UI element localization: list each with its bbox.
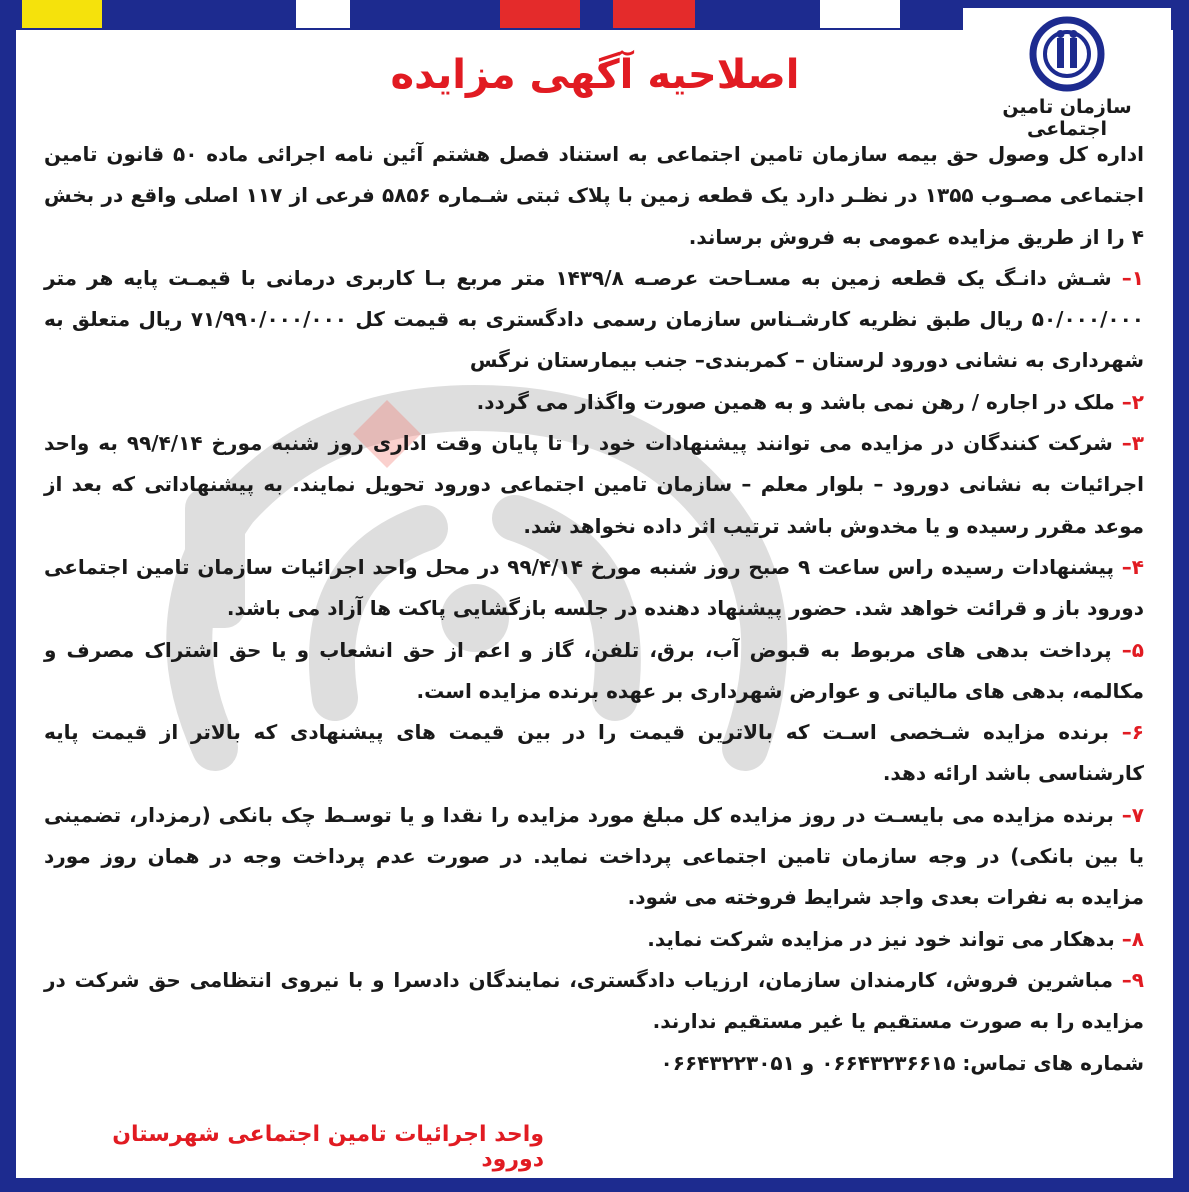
item-text: بدهکار می تواند خود نیز در مزایده شرکت نماید. [647,926,1122,951]
contact-numbers: شماره های تماس: ۰۶۶۴۳۲۳۶۶۱۵ و ۰۶۶۴۳۲۲۳۰۵۱ [660,1050,1144,1075]
red-stripe [613,0,695,28]
item-number: ۱– [1121,265,1144,290]
list-item [44,423,1144,547]
white-stripe [820,0,900,28]
item-text: مباشرین فروش، کارمندان سازمان، ارزیاب دادگستری، نمایندگان دادسرا و با نیروی انتظامی حق شرکت در مزایده را به صورت مستقیم یا غیر مستقیم ندارند. [44,967,1144,1034]
list-item [44,382,1144,423]
footer-signature: واحد اجرائیات تامین اجتماعی شهرستان دورود [112,1122,544,1172]
item-number: ۵– [1121,637,1144,662]
social-security-logo-icon [1029,16,1105,92]
list-item [44,712,1144,795]
yellow-stripe [22,0,102,28]
list-item [44,960,1144,1043]
item-text: پیشنهادات رسیده راس ساعت ۹ صبح روز شنبه مورخ ۹۹/۴/۱۴ در محل واحد اجرائیات سازمان تامین اجتماعی دورود باز و قرائت خواهد شد. حضور پیشنهاد دهنده در جلسه بازگشایی پاکت ها آزاد می باشد. [44,554,1144,621]
white-stripe [296,0,350,28]
org-logo [963,8,1171,140]
list-item [44,919,1144,960]
item-number: ۴– [1121,554,1144,579]
red-stripe [500,0,580,28]
item-number: ۸– [1121,926,1144,951]
item-number: ۷– [1121,802,1144,827]
list-item [44,258,1144,382]
item-text: پرداخت بدهی های مربوط به قبوض آب، برق، تلفن، گاز و اعم از حق انشعاب و یا حق اشتراک مصرف و مکالمه، بدهی های مالیاتی و عوارض شهرداری بر عهده برنده مزایده است. [44,637,1144,703]
item-text: شـش دانـگ یک قطعه زمین به مسـاحت عرصـه ۱۴۳۹/۸ متر مربع بـا کاربری درمانی با قیمـت پایه هر متر ۵۰/۰۰۰/۰۰۰ ریال طبق نظریه کارشـناس سازمان رسمی دادگستری به قیمت کل ۷۱/۹۹۰/۰۰۰/۰۰۰ ریال متعلق به شهرداری به نشانی دورود لرستان – کمربندی– جنب بیمارستان نرگس [44,265,1145,373]
list-item [44,630,1144,713]
page-title: اصلاحیه آگهی مزایده [390,52,800,98]
item-text: شرکت کنندگان در مزایده می توانند پیشنهادات خود را تا پایان وقت اداری روز شنبه مورخ ۹۹/۴/۱۴ به واحد اجرائیات به نشانی دورود – بلوار معلم – سازمان تامین اجتماعی دورود تحویل نمایند. به پیشنهاداتی که بعد از موعد مقرر رسیده و یا مخدوش باشد ترتیب اثر داده نخواهد شد. [44,431,1144,538]
org-name: سازمان تامین اجتماعی [1002,96,1132,140]
item-number: ۲– [1121,389,1144,414]
item-number: ۹– [1121,967,1144,992]
list-item [44,795,1144,919]
list-item [44,547,1144,630]
item-number: ۳– [1121,431,1144,456]
notice-body [44,134,1144,1084]
item-text: ملک در اجاره / رهن نمی باشد و به همین صورت واگذار می گردد. [476,389,1122,414]
item-number: ۶– [1121,720,1144,745]
item-text: برنده مزایده می بایسـت در روز مزایده کل مبلغ مورد مزایده را نقدا و یا توسـط چک بانکی (رمزدار، تضمینی یا بین بانکی) در وجه سازمان تامین اجتماعی پرداخت نماید. در صورت عدم پرداخت وجه در همان روز مورد مزایده به نفرات بعدی واجد شرایط فروخته می شود. [44,802,1144,910]
intro-paragraph: اداره کل وصول حق بیمه سازمان تامین اجتماعی به استناد فصل هشتم آئین نامه اجرائی ماده ۵۰ قانون تامین اجتماعی مصـوب ۱۳۵۵ در نظـر دارد یک قطعه زمین با پلاک ثبتی شـماره ۵۸۵۶ فرعی از ۱۱۷ اصلی واقع در بخش ۴ را از طریق مزایده عمومی به فروش برساند. [44,142,1144,249]
item-text: برنده مزایده شـخصی اسـت که بالاترین قیمت را در بین قیمت های پیشنهادی که بالاتر از قیمت پایه کارشناسی باشد ارائه دهد. [44,720,1144,786]
